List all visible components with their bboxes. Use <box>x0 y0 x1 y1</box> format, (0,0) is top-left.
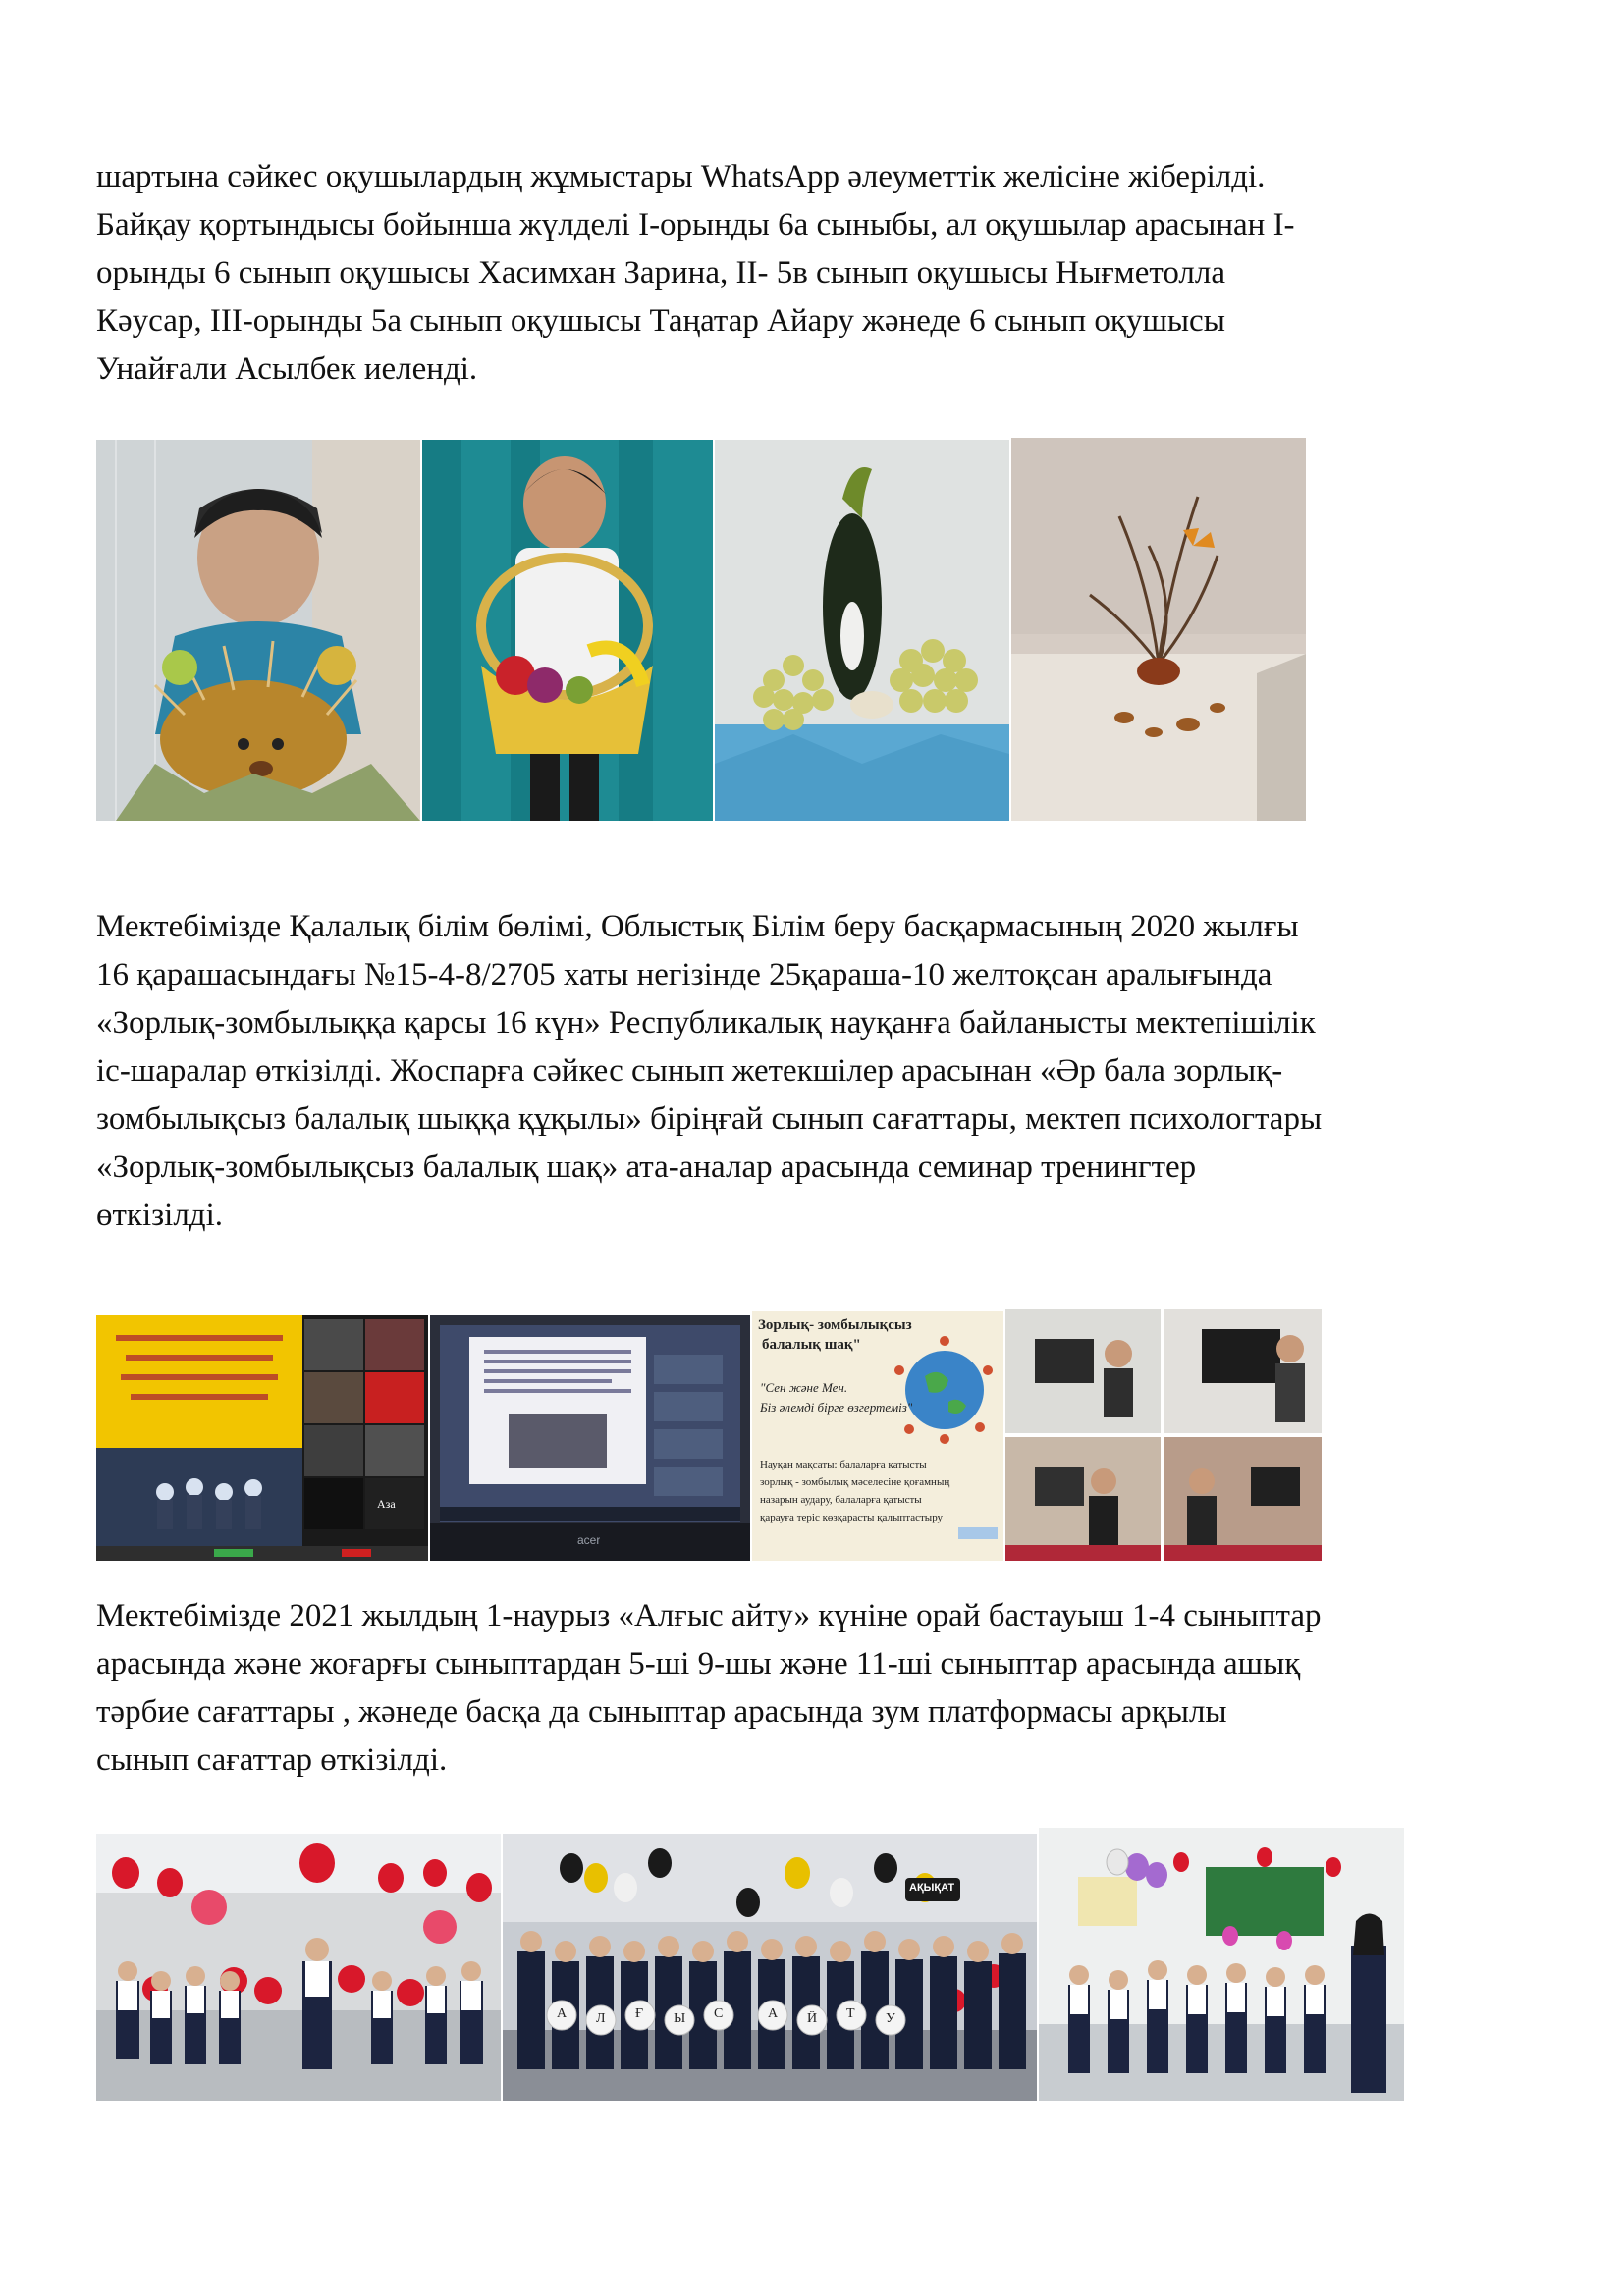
balloon-letter: А <box>557 2006 568 2021</box>
text-line: «Зорлық-зомбылыққа қарсы 16 күн» Республикалық науқанға байланысты мектепішілік <box>96 1005 1316 1041</box>
text-line: Байқау қортындысы бойынша жүлделі І-орынды 6а сыныбы, ал оқушылар арасынан І- <box>96 207 1295 242</box>
slide-goal-3: назарын аудару, балаларға қатысты <box>760 1494 922 1506</box>
text-line: Мектебімізде Қалалық білім бөлімі, Облыстық Білім беру басқармасының 2020 жылғы <box>96 909 1299 944</box>
photo-boy-hedgehog-craft <box>96 440 420 821</box>
photo-campaign-slide <box>752 1311 1003 1561</box>
text-line: Кәусар, ІІІ-орынды 5а сынып оқушысы Таңатар Айару жәнеде 6 сынып оқушысы <box>96 303 1225 339</box>
balloon-letter: С <box>714 2006 724 2021</box>
slide-title: Зорлық- зомбылықсыз <box>758 1317 912 1333</box>
photo-boy-fruit-basket <box>422 440 713 821</box>
photo-branch-butterfly-craft <box>1011 438 1306 821</box>
text-line: орынды 6 сынып оқушысы Хасимхан Зарина, ІІ- 5в сынып оқушысы Нығметолла <box>96 255 1225 291</box>
balloon-letter: А <box>768 2006 779 2021</box>
photo-zoom-slide-yellow <box>96 1315 428 1561</box>
text-line: зомбылықсыз балалық шыққа құқылы» біріңғай сынып сағаттары, мектеп психологтары <box>96 1101 1323 1137</box>
paragraph-award-results <box>96 153 1555 394</box>
slide-goal-4: қарауға теріс көзқарасты қалыптастыру <box>760 1512 944 1523</box>
slide-title-2: балалық шақ" <box>762 1337 861 1353</box>
balloon-letter: У <box>886 2011 895 2026</box>
photo-teachers-at-computers <box>1005 1309 1322 1561</box>
text-line: Унайғали Асылбек иеленді. <box>96 351 478 387</box>
text-line: шартына сәйкес оқушылардың жұмыстары WhatsApp әлеуметтік желісіне жіберілді. <box>96 159 1266 194</box>
text-line: сынып сағаттар өткізілді. <box>96 1742 448 1778</box>
text-line: Мектебімізде 2021 жылдың 1-наурыз «Алғыс айту» күніне орай бастауыш 1-4 сыныптар <box>96 1598 1322 1633</box>
photo-laptop-zoom-lesson <box>430 1315 750 1561</box>
photo-children-red-balloons <box>96 1834 501 2101</box>
paragraph-16-days-campaign <box>96 903 1555 1240</box>
text-line: «Зорлық-зомбылықсыз балалық шақ» ата-аналар арасында семинар тренингтер <box>96 1149 1197 1185</box>
balloon-letter: Т <box>846 2006 855 2021</box>
slide-goal-1: Науқан мақсаты: балаларға қатысты <box>760 1459 927 1470</box>
balloon-letter: Ы <box>674 2011 686 2026</box>
zoom-name-tile: Аза <box>377 1497 396 1511</box>
photo-classroom-with-teacher <box>1039 1828 1404 2101</box>
text-line: 16 қарашасындағы №15-4-8/2705 хаты негізінде 25қараша-10 желтоқсан аралығында <box>96 957 1272 992</box>
slide-goal-2: зорлық - зомбылық мәселесіне қоғамның <box>760 1476 950 1488</box>
paragraph-gratitude-day <box>96 1592 1555 1785</box>
monitor-brand-label: acer <box>577 1533 601 1547</box>
sign-label: АҚЫҚАТ <box>909 1882 955 1894</box>
balloon-letter: Л <box>596 2011 606 2026</box>
photo-grape-hedgehogs-craft <box>715 440 1009 821</box>
text-line: өткізілді. <box>96 1198 224 1233</box>
slide-quote-2: Біз әлемді бірге өзгертеміз" <box>760 1400 913 1415</box>
slide-quote-1: "Сен және Мен. <box>760 1380 848 1395</box>
text-line: тәрбие сағаттары , жәнеде басқа да сыныптар арасында зум платформасы арқылы <box>96 1694 1227 1730</box>
text-line: іс-шаралар өткізілді. Жоспарға сәйкес сынып жетекшілер арасынан «Әр бала зорлық- <box>96 1053 1283 1089</box>
balloon-letter: Ғ <box>635 2006 644 2021</box>
photo-group-letter-balloons <box>503 1834 1037 2101</box>
balloon-letter: Й <box>807 2011 818 2026</box>
text-line: арасында және жоғарғы сыныптардан 5-ші 9-шы және 11-ші сыныптар арасында ашық <box>96 1646 1301 1682</box>
